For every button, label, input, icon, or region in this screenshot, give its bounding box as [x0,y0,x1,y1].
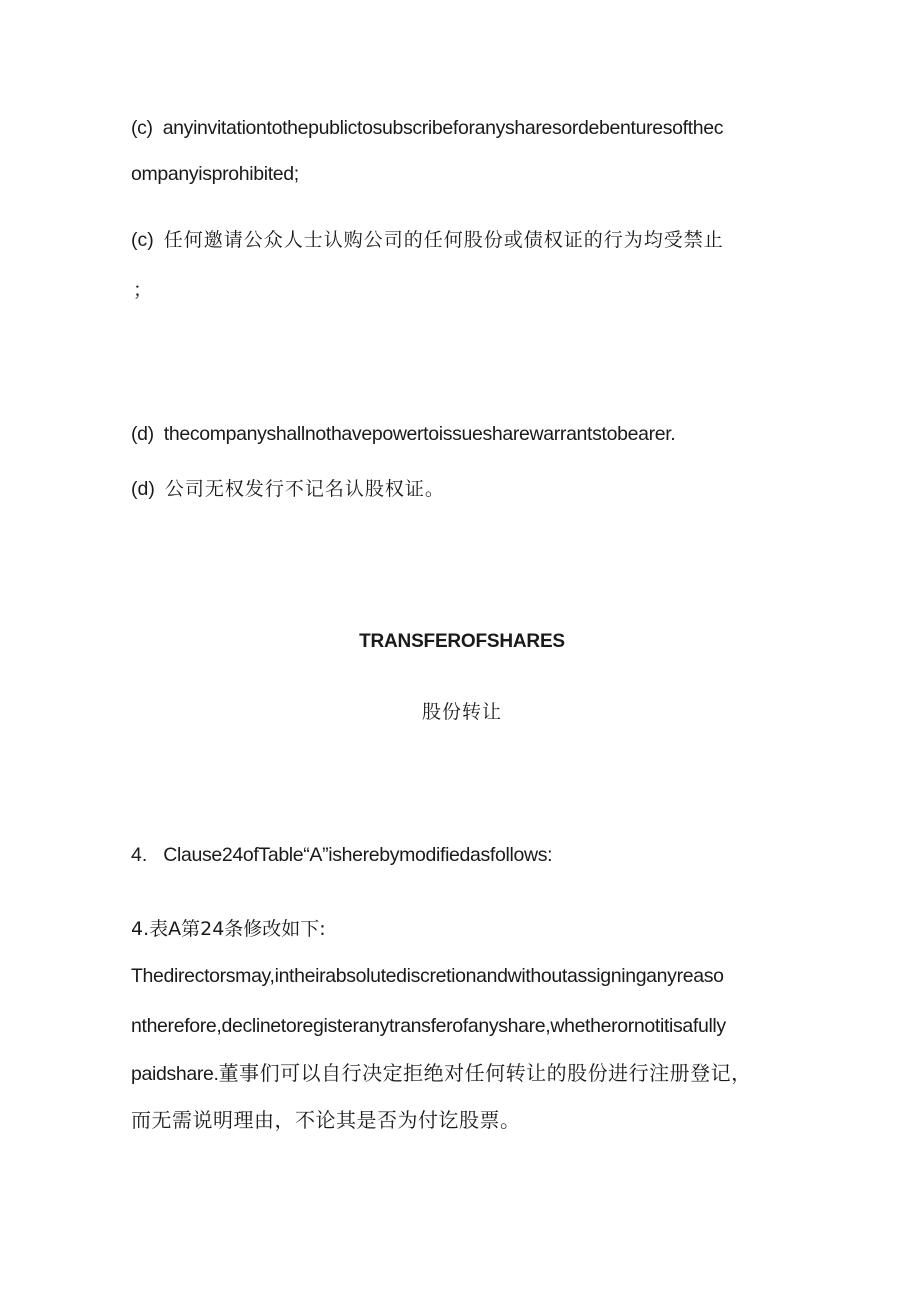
clause-4-english-text: Clause24ofTable“A”isherebymodifiedasfollows: [163,844,553,866]
clause-4-body-line1: Thedirectorsmay,intheirabsolutediscretionandwithoutassigninganyreaso [131,965,724,987]
item-c-en-line1 [131,116,723,140]
item-c-zh-line1 [131,228,724,252]
item-c-label-zh: (c) [131,229,154,251]
item-d-english-text: thecompanyshallnothavepowertoissuesharewarrantstobearer. [163,423,676,445]
item-d-chinese-text: 公司无权发行不记名认股权证。 [164,478,445,500]
item-c-chinese-text: 任何邀请公众人士认购公司的任何股份或债权证的行为均受禁止 [163,229,724,251]
clause-4-body-line3 [131,1061,752,1086]
item-d-label-zh: (d) [131,478,155,500]
clause-4-body-line3-chinese: 董事们可以自行决定拒绝对任何转让的股份进行注册登记， [218,1061,752,1085]
clause-4-number: 4. [131,844,148,866]
clause-4-heading-zh: 4.表A第24条修改如下: [131,918,326,940]
item-d-label: (d) [131,423,154,445]
clause-4-body-line3-english: paidshare. [131,1063,219,1085]
section-title-english: TRANSFEROFSHARES [359,631,565,652]
item-c-en-line2: ompanyisprohibited; [131,163,299,185]
clause-4-body-line2: ntherefore,declinetoregisteranytransferofanyshare,whetherornotitisafully [131,1015,726,1037]
item-c-zh-line2: ； [133,279,154,301]
section-title-chinese: 股份转让 [421,701,502,723]
clause-4-heading-en [131,843,552,867]
item-d-zh [131,477,445,501]
item-d-en [131,422,675,446]
item-c-label: (c) [131,117,153,139]
clause-4-body-line4: 而无需说明理由，不论其是否为付讫股票。 [131,1108,521,1132]
item-c-english-text: anyinvitationtothepublictosubscribeforanysharesordebenturesofthec [162,117,724,139]
